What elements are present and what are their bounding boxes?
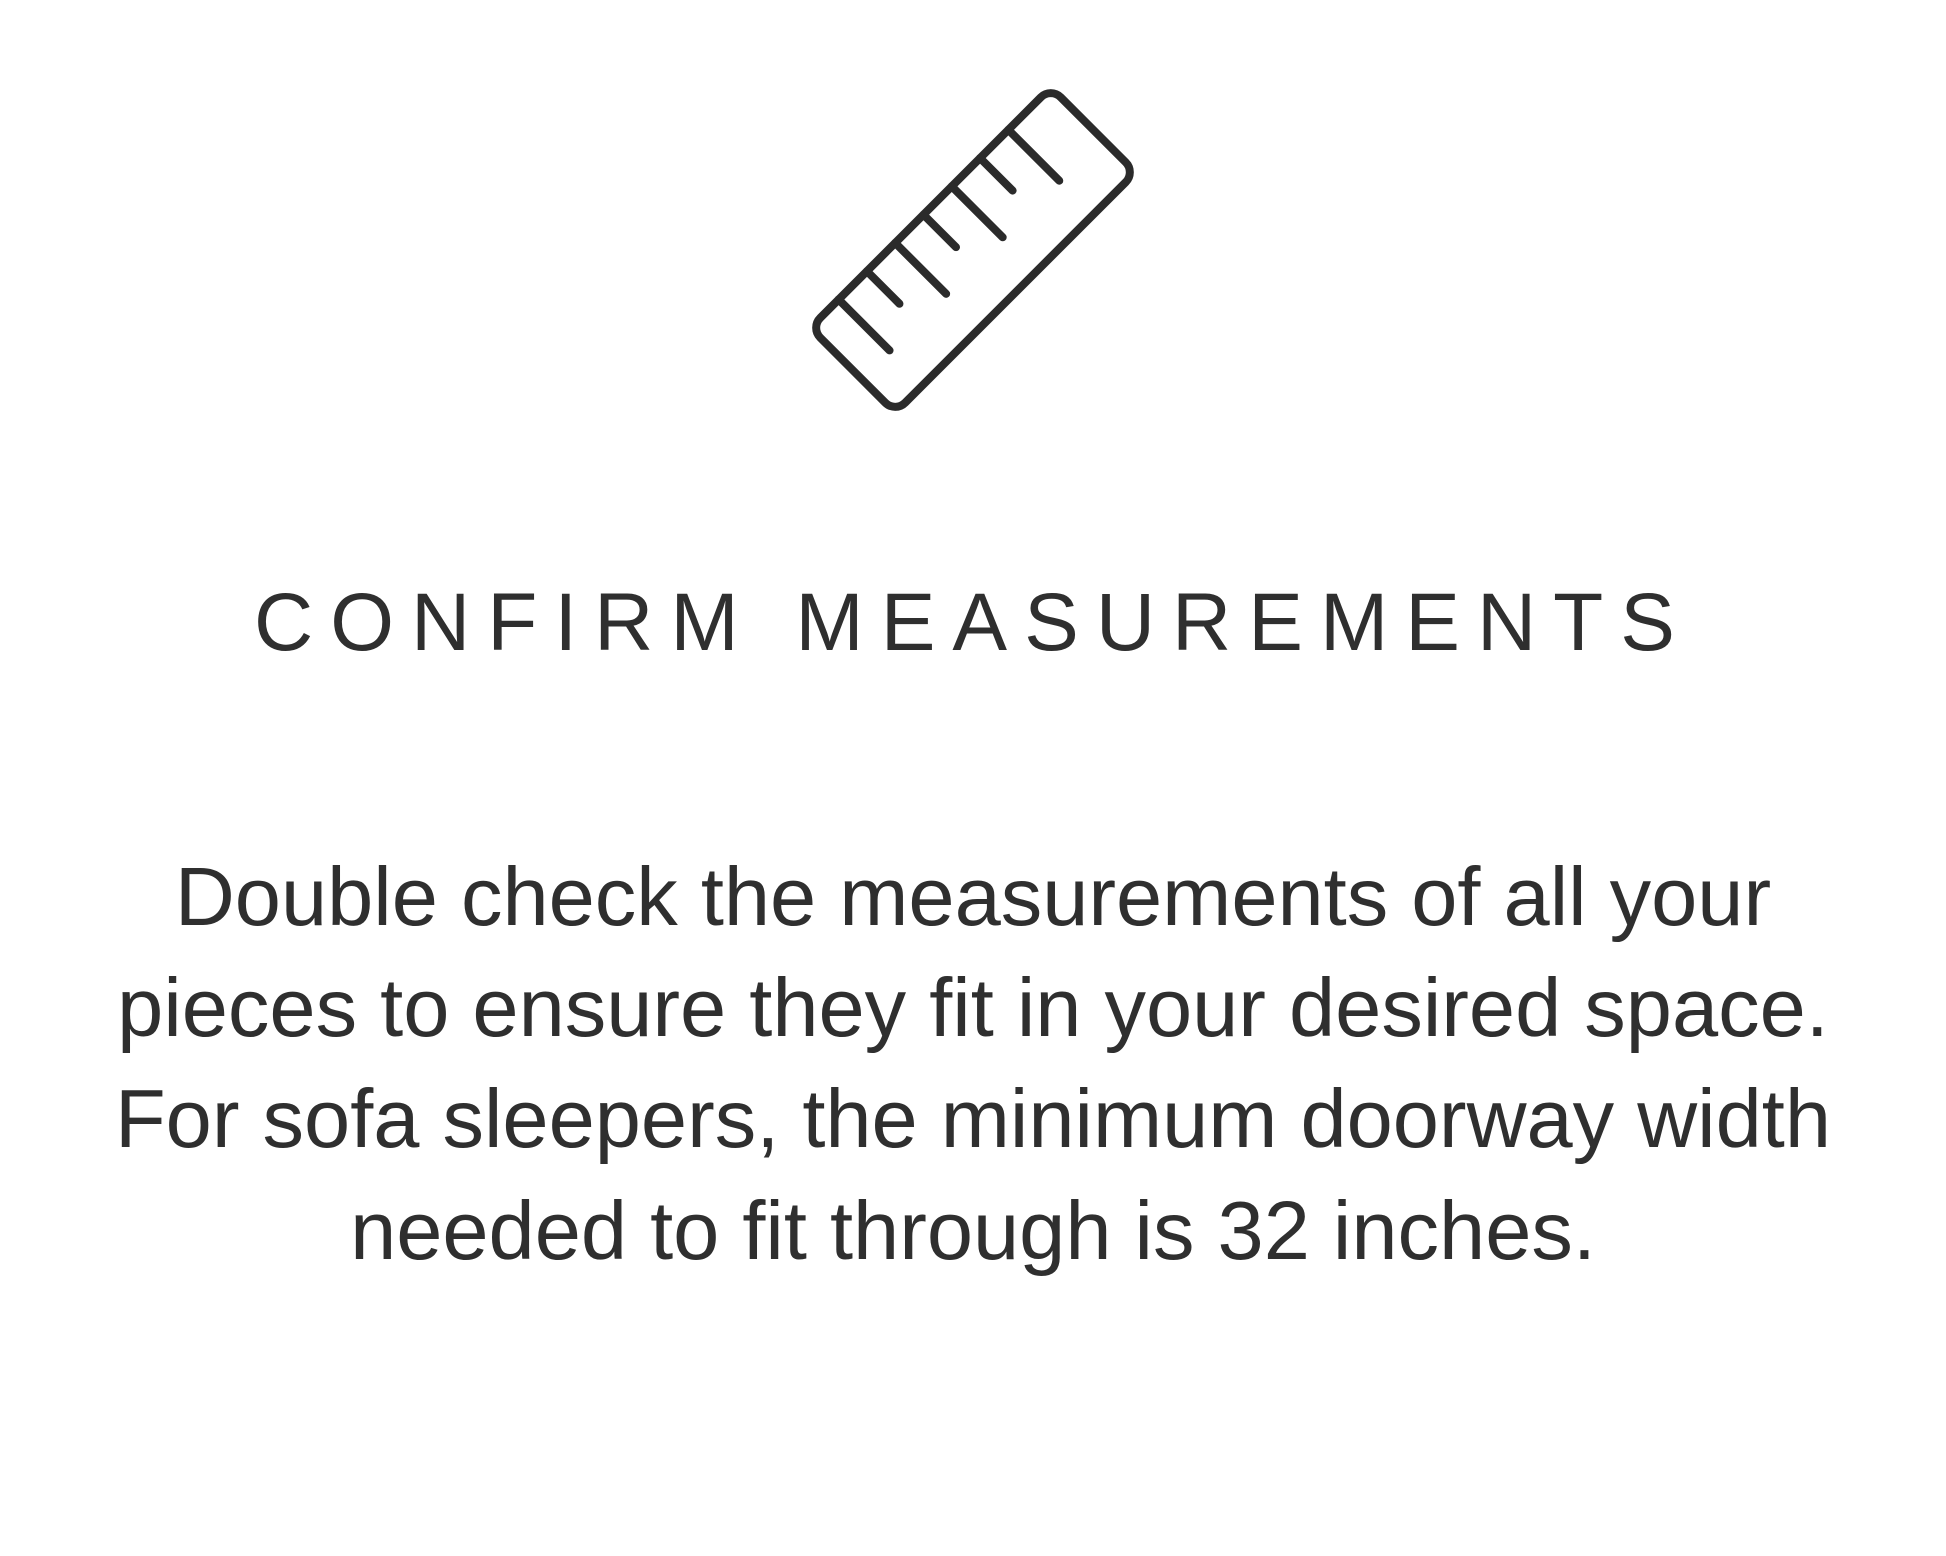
page-title: CONFIRM MEASUREMENTS xyxy=(254,577,1692,668)
ruler-icon xyxy=(763,50,1183,450)
description-text: Double check the measurements of all your pieces to ensure they fit in your desired space. For sofa sleepers, the minimum doorway width needed to fit through is 32 inches. xyxy=(114,850,1831,1277)
